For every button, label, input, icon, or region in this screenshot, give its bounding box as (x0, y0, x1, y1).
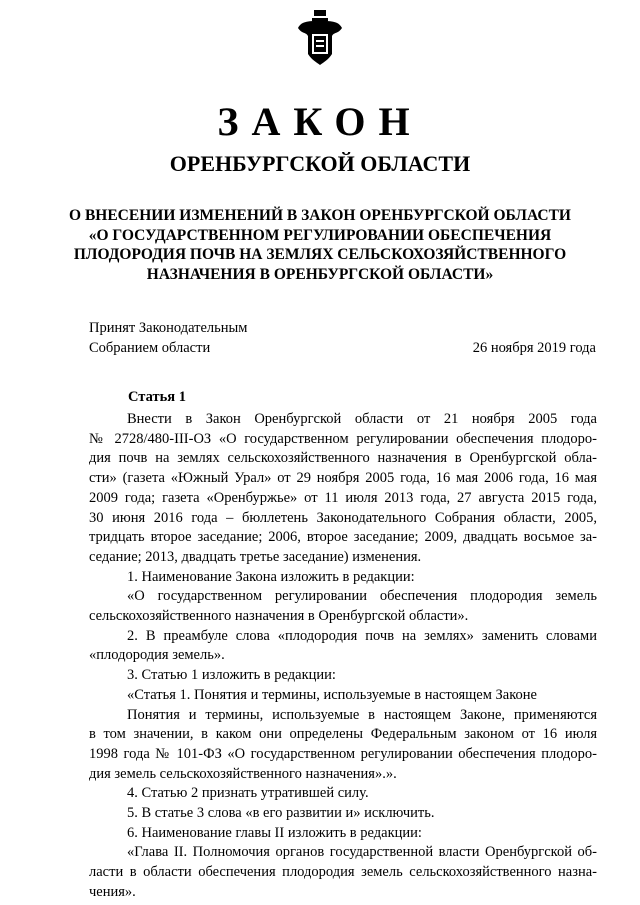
body-line: тридцать второе заседание; 2006, второе заседание; 2009, двадцать восьмое за- (89, 529, 597, 546)
body-line: 5. В статье 3 слова «в его развитии и» исключить. (127, 805, 435, 822)
body-line: сти» (газета «Южный Урал» от 29 ноября 2005 года, 16 мая 2006 года, 16 мая (89, 470, 597, 487)
body-line: Понятия и термины, используемые в настоящем Законе, применяются (127, 706, 597, 723)
body-line: «плодородия земель». (89, 647, 225, 664)
adoption-date: 26 ноября 2019 года (472, 340, 596, 356)
article-body (89, 410, 597, 903)
body-line: Внести в Закон Оренбургской области от 21 ноября 2005 года (127, 411, 597, 427)
article-heading: Статья 1 (128, 389, 186, 405)
law-title-line: НАЗНАЧЕНИЯ В ОРЕНБУРГСКОЙ ОБЛАСТИ» (146, 265, 494, 283)
coat-of-arms-icon (296, 10, 344, 66)
body-line: 3. Статью 1 изложить в редакции: (127, 667, 336, 684)
region-heading: ОРЕНБУРГСКОЙ ОБЛАСТИ (169, 151, 471, 176)
body-line: 2. В преамбуле слова «плодородия почв на землях» заменить словами (127, 627, 597, 644)
body-line: дия земель сельскохозяйственного назначения».». (89, 765, 397, 782)
body-line: чения». (89, 883, 136, 900)
body-line: ласти в области обеспечения плодородия земель сельскохозяйственного назна- (89, 864, 597, 881)
adoption-note (89, 318, 247, 358)
law-title-line: «О ГОСУДАРСТВЕННОМ РЕГУЛИРОВАНИИ ОБЕСПЕЧЕНИЯ (88, 226, 552, 244)
law-title-line: ПЛОДОРОДИЯ ПОЧВ НА ЗЕМЛЯХ СЕЛЬСКОХОЗЯЙСТВЕННОГО (73, 246, 567, 263)
body-line: седание; 2013, двадцать третье заседание) изменения. (89, 548, 422, 565)
body-line: 2009 года; газета «Оренбуржье» от 11 июля 2013 года, 27 августа 2015 года, (89, 489, 597, 506)
body-line: сельскохозяйственного назначения в Оренбургской области». (89, 608, 469, 625)
adoption-line: Принят Законодательным (89, 320, 248, 336)
body-line: «Статья 1. Понятия и термины, используемые в настоящем Законе (127, 686, 537, 703)
body-line: 1. Наименование Закона изложить в редакции: (127, 568, 415, 585)
law-title-line: О ВНЕСЕНИИ ИЗМЕНЕНИЙ В ЗАКОН ОРЕНБУРГСКОЙ ОБЛАСТИ (69, 207, 571, 224)
body-line: в том значении, в каком они определены Федеральным законом от 16 июля (89, 726, 597, 743)
body-line: 1998 года № 101-ФЗ «О государственном регулировании обеспечения плодоро- (89, 745, 597, 762)
body-line: дия почв на землях сельскохозяйственного назначения в Оренбургской обла- (89, 450, 597, 467)
body-line: «О государственном регулировании обеспечения плодородия земель (127, 588, 597, 605)
body-line: «Глава II. Полномочия органов государственной власти Оренбургской об- (127, 844, 597, 861)
adoption-line: Собранием области (89, 340, 211, 356)
law-heading: ЗАКОН (217, 99, 423, 144)
body-line: 4. Статью 2 признать утратившей силу. (127, 785, 369, 802)
body-line: 6. Наименование главы II изложить в редакции: (127, 824, 422, 841)
body-line: 30 июня 2016 года – бюллетень Законодательного Собрания области, 2005, (89, 509, 597, 526)
body-line: № 2728/480-III-ОЗ «О государственном регулировании обеспечения плодоро- (89, 430, 597, 447)
law-title (0, 206, 640, 284)
